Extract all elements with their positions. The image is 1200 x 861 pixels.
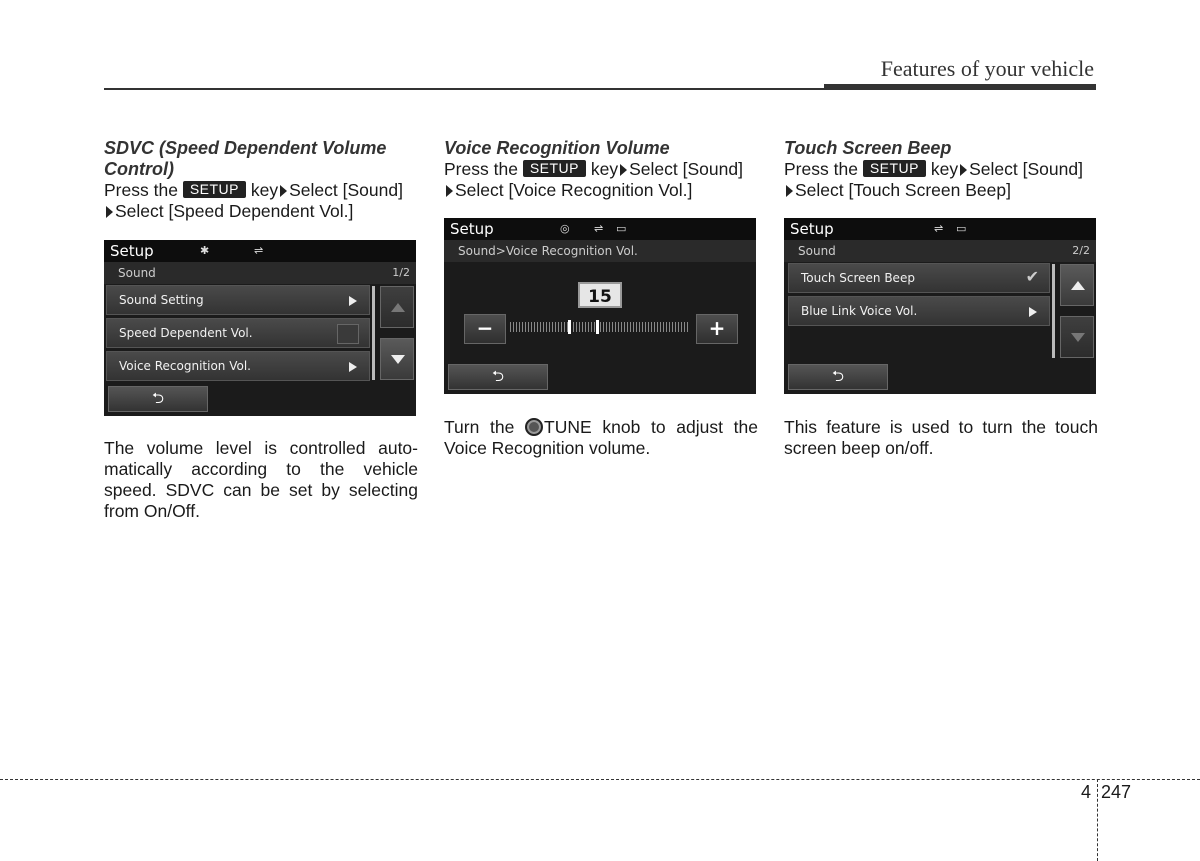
body-pre: Turn the: [444, 417, 515, 437]
menu-item-speed-dependent-vol[interactable]: [106, 318, 370, 348]
body-text: [444, 417, 758, 459]
screen-title: Setup: [790, 220, 834, 238]
triangle-down-icon: [1071, 333, 1085, 342]
page-indicator: 1/2: [392, 266, 410, 279]
instr-text: key: [590, 159, 619, 179]
setup-key: SETUP: [863, 160, 926, 177]
instr-text: Press the: [104, 180, 178, 200]
screen-sub-label: Sound: [118, 266, 156, 280]
instruction: [104, 180, 418, 222]
instr-step: Select [Touch Screen Beep]: [795, 180, 1011, 200]
usb-icon: ⇌: [594, 222, 604, 235]
arrow-right-icon: [1029, 307, 1037, 317]
back-button[interactable]: ⮌: [788, 364, 888, 390]
screen-sub-label: Sound: [798, 244, 836, 258]
instr-step: Select [Voice Recognition Vol.]: [455, 180, 693, 200]
instr-step: Select [Sound]: [289, 180, 403, 200]
section-sdvc-body: [104, 438, 418, 522]
screen-subheader: [104, 262, 416, 284]
instr-step: Select [Sound]: [629, 159, 743, 179]
menu-item-label: Speed Dependent Vol.: [119, 326, 253, 340]
triangle-up-icon: [1071, 281, 1085, 290]
screen-titlebar: [104, 240, 416, 262]
instruction: [784, 159, 1098, 201]
back-button[interactable]: ⮌: [448, 364, 548, 390]
menu-item-blue-link-voice-vol[interactable]: [788, 296, 1050, 326]
section-title: SDVC (Speed Dependent Volume Control): [104, 138, 387, 179]
volume-plus-button[interactable]: +: [696, 314, 738, 344]
body-text: This feature is used to turn the touch screen beep on/off.: [784, 417, 1098, 458]
arrow-right-icon: [106, 206, 113, 218]
slider-knob[interactable]: [596, 320, 599, 334]
section-title: Touch Screen Beep: [784, 138, 952, 158]
knob-label: TUNE: [544, 417, 592, 437]
body-post: knob to adjust the Voice Recognition volume.: [444, 417, 758, 458]
arrow-right-icon: [786, 185, 793, 197]
instr-text: key: [930, 159, 959, 179]
menu-item-touch-screen-beep[interactable]: [788, 263, 1050, 293]
page-number: 247: [1101, 782, 1132, 802]
setup-key: SETUP: [183, 181, 246, 198]
menu-item-label: Voice Recognition Vol.: [119, 359, 251, 373]
section-title: Voice Recognition Volume: [444, 138, 670, 158]
triangle-down-icon: [391, 355, 405, 364]
screen-subheader: [784, 240, 1096, 262]
menu-item-label: Blue Link Voice Vol.: [801, 304, 918, 318]
disc-icon: ◎: [560, 222, 570, 235]
header-rule: [104, 88, 1096, 90]
scrollbar[interactable]: [1052, 264, 1055, 358]
triangle-up-icon: [391, 303, 405, 312]
scroll-up-button[interactable]: [380, 286, 414, 328]
section-voice-body: [444, 417, 758, 459]
section-sdvc: [104, 138, 418, 222]
volume-slider[interactable]: [510, 322, 690, 332]
arrow-right-icon: [960, 164, 967, 176]
scroll-up-button[interactable]: [1060, 264, 1094, 306]
bluetooth-icon: ✱: [200, 244, 210, 257]
screen-voice-recognition: [444, 218, 756, 394]
menu-item-sound-setting[interactable]: [106, 285, 370, 315]
chapter-number: 4: [1081, 782, 1092, 802]
arrow-right-icon: [446, 185, 453, 197]
back-button[interactable]: ⮌: [108, 386, 208, 412]
tune-knob-icon: [525, 418, 543, 436]
checkbox-icon[interactable]: [337, 324, 359, 344]
arrow-right-icon: [280, 185, 287, 197]
instr-text: key: [250, 180, 279, 200]
check-icon[interactable]: ✔: [1025, 267, 1039, 286]
footer-rule: [0, 779, 1200, 780]
instr-text: Press the: [444, 159, 518, 179]
menu-item-voice-recognition-vol[interactable]: [106, 351, 370, 381]
instr-step: Select [Speed Dependent Vol.]: [115, 201, 354, 221]
page-indicator: 2/2: [1072, 244, 1090, 257]
ipod-icon: ▭: [956, 222, 967, 235]
screen-subheader: [444, 240, 756, 262]
setup-key: SETUP: [523, 160, 586, 177]
volume-value: 15: [578, 282, 622, 308]
screen-sub-label: Sound>Voice Recognition Vol.: [458, 244, 638, 258]
instruction: [444, 159, 758, 201]
arrow-right-icon: [349, 362, 357, 372]
menu-item-label: Touch Screen Beep: [801, 271, 915, 285]
scroll-down-button[interactable]: [1060, 316, 1094, 358]
scroll-down-button[interactable]: [380, 338, 414, 380]
arrow-right-icon: [620, 164, 627, 176]
screen-touch-beep: [784, 218, 1096, 394]
screen-sdvc: [104, 240, 416, 416]
arrow-right-icon: [349, 296, 357, 306]
screen-title: Setup: [450, 220, 494, 238]
instr-step: Select [Sound]: [969, 159, 1083, 179]
volume-minus-button[interactable]: −: [464, 314, 506, 344]
scrollbar[interactable]: [372, 286, 375, 380]
usb-icon: ⇌: [254, 244, 264, 257]
page-header-title: Features of your vehicle: [880, 56, 1094, 81]
body-text: The volume level is controlled auto-matically according to the vehicle speed. SDVC can be set by selecting from On/Off.: [104, 438, 418, 521]
menu-item-label: Sound Setting: [119, 293, 204, 307]
section-touch-body: [784, 417, 1098, 459]
section-touch-screen-beep: [784, 138, 1098, 201]
screen-titlebar: [784, 218, 1096, 240]
section-voice-recognition: [444, 138, 758, 201]
screen-title: Setup: [110, 242, 154, 260]
screen-titlebar: [444, 218, 756, 240]
slider-mark: [568, 320, 571, 334]
instr-text: Press the: [784, 159, 858, 179]
footer-vertical-rule: [1097, 779, 1098, 861]
ipod-icon: ▭: [616, 222, 627, 235]
usb-icon: ⇌: [934, 222, 944, 235]
